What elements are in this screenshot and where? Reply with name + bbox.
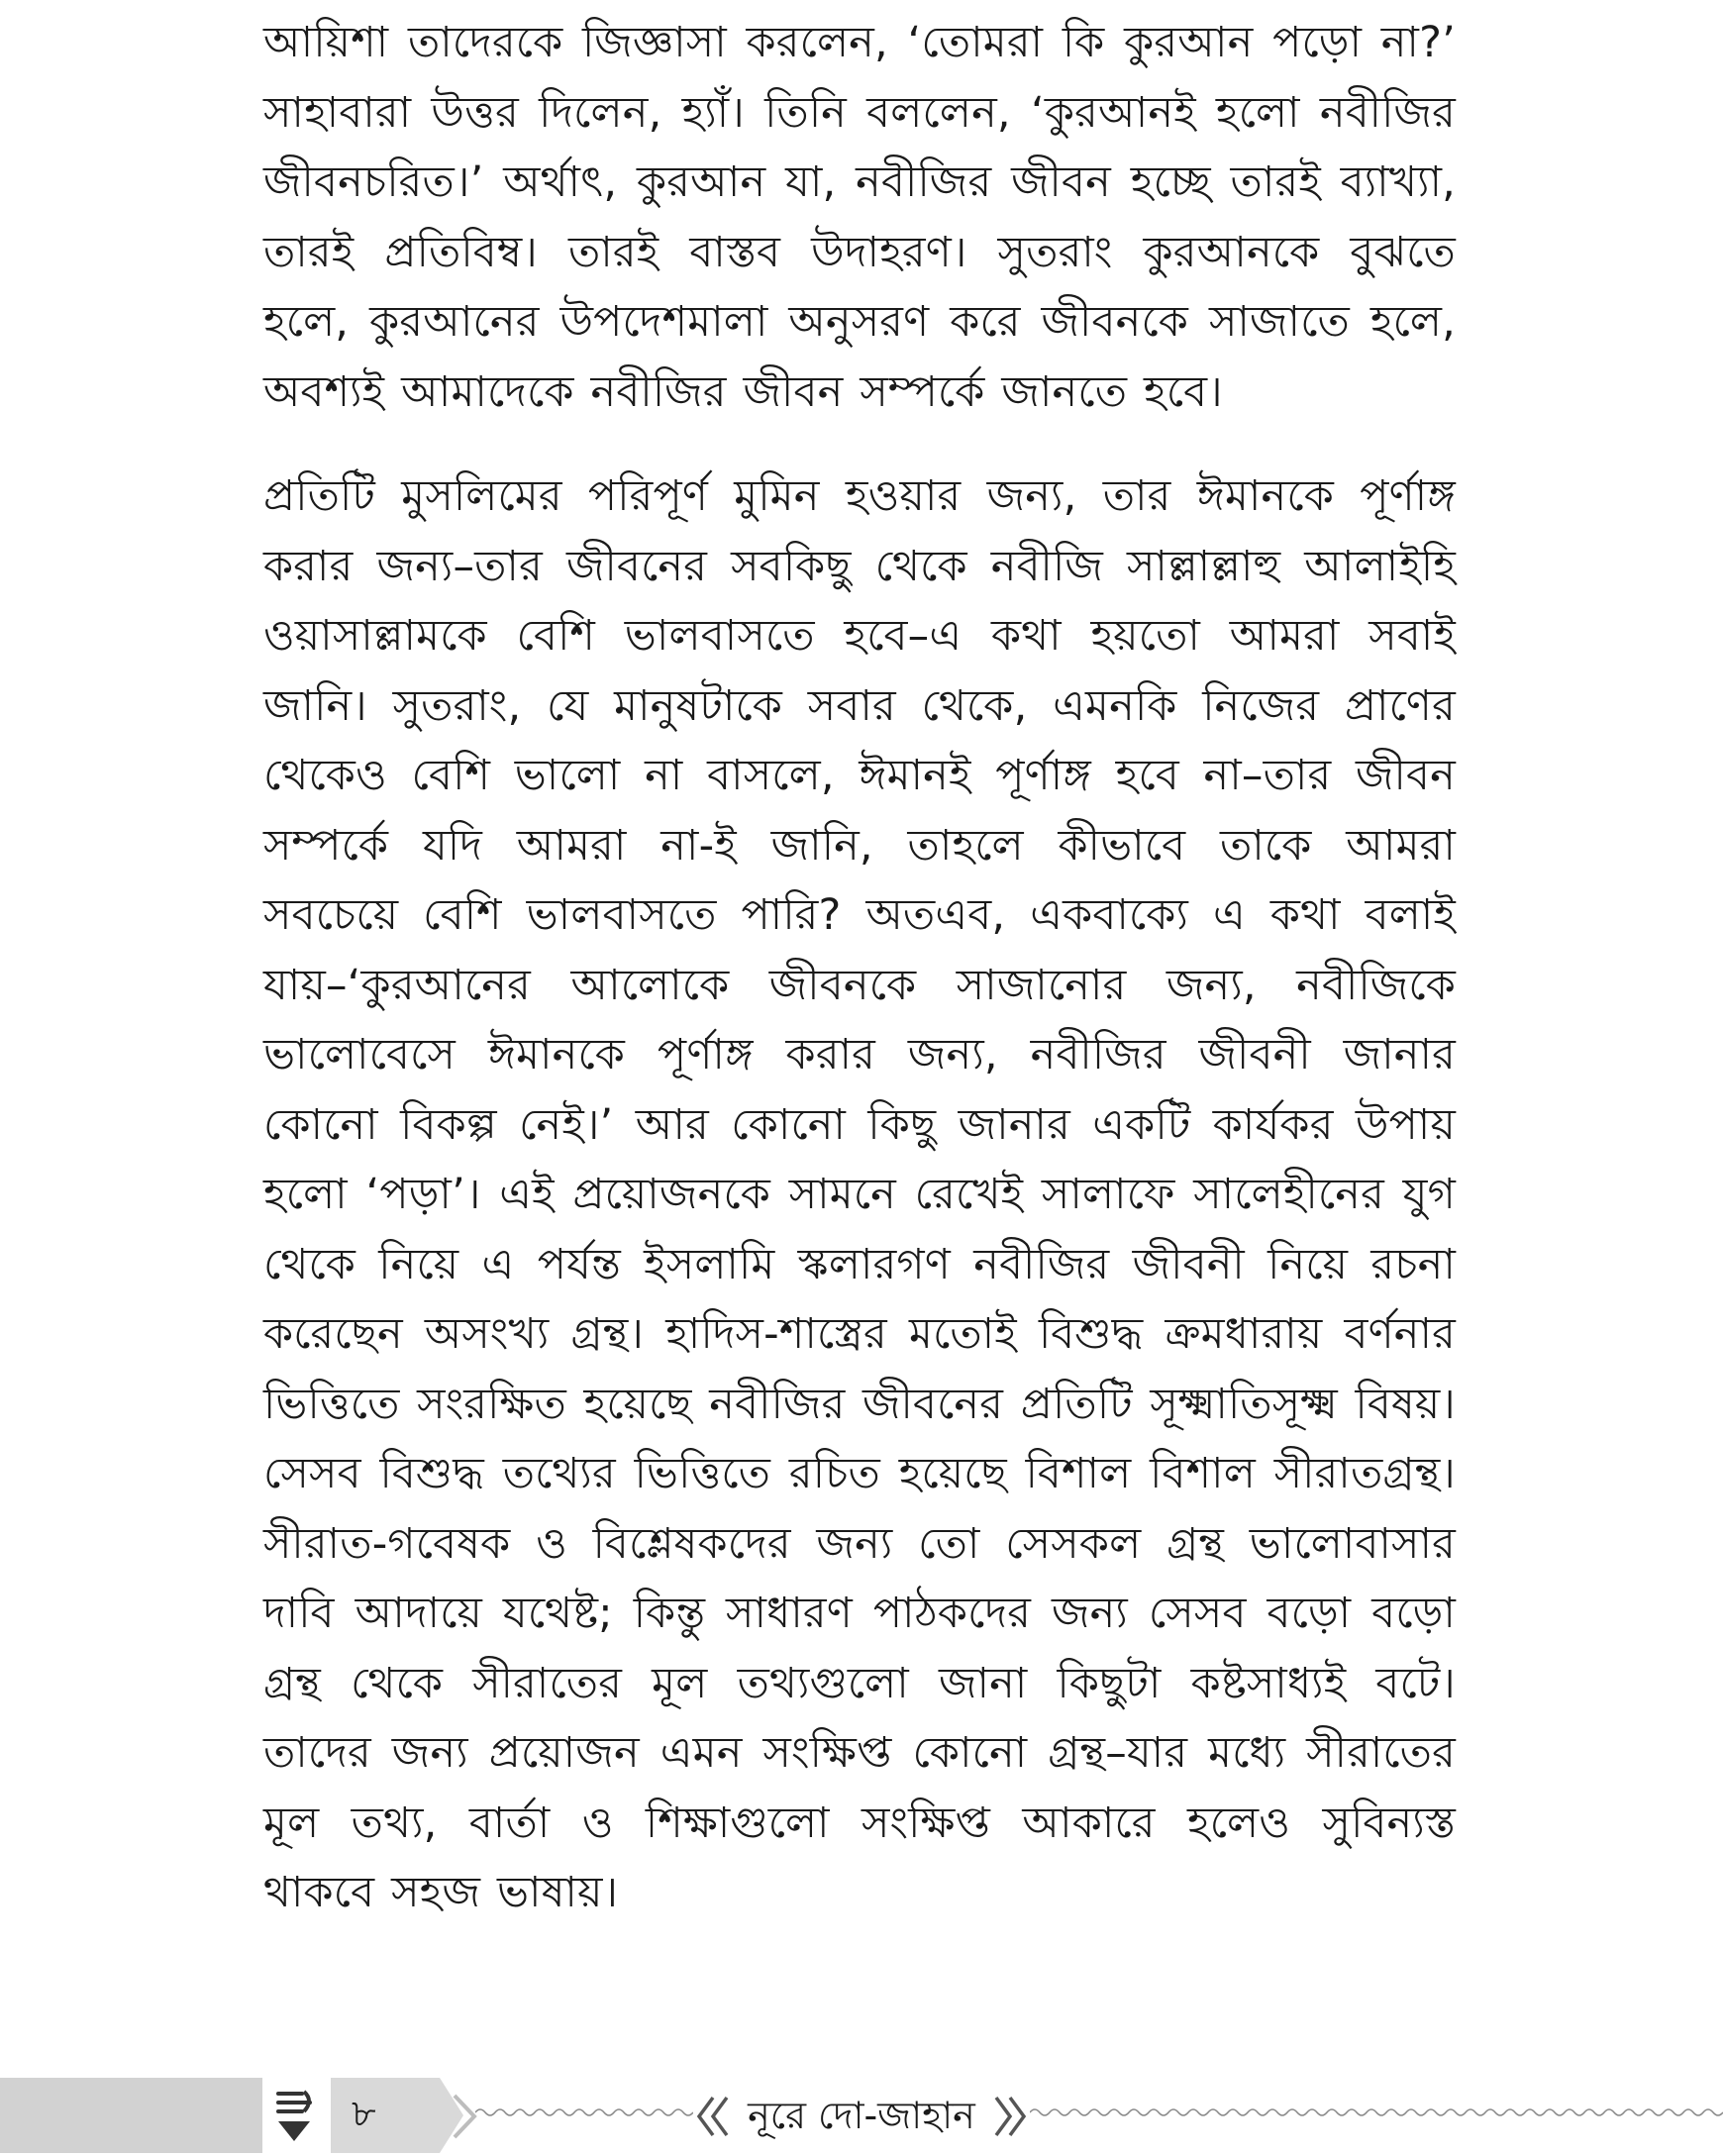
ornament-right-icon — [990, 2094, 1030, 2139]
page-body — [263, 8, 1456, 1928]
body-paragraph-1: আয়িশা তাদেরকে জিজ্ঞাসা করলেন, ‘তোমরা কি কুরআন পড়ো না?’ সাহাবারা উত্তর দিলেন, হ্যাঁ। তিনি বললেন, ‘কুরআনই হলো নবীজির জীবনচরিত।’ অর্থাৎ, কুরআন যা, নবীজির জীবন হচ্ছে তারই ব্যাখ্যা, তারই প্রতিবিম্ব। তারই বাস্তব উদাহরণ। সুতরাং কুরআনকে বুঝতে হলে, কুরআনের উপদেশমালা অনুসরণ করে জীবনকে সাজাতে হলে, অবশ্যই আমাদেকে নবীজির জীবন সম্পর্কে জানতে হবে। — [263, 18, 1456, 417]
menu-down-arrow-icon — [274, 2088, 316, 2145]
decorative-wave-line-right — [1030, 2103, 1723, 2122]
decorative-wave-line-left — [475, 2103, 693, 2122]
page-number: ৮ — [352, 2092, 376, 2135]
page-footer — [0, 2078, 1723, 2153]
body-paragraph-2: প্রতিটি মুসলিমের পরিপূর্ণ মুমিন হওয়ার জন্য, তার ঈমানকে পূর্ণাঙ্গ করার জন্য–তার জীবনের সবকিছু থেকে নবীজি সাল্লাল্লাহু আলাইহি ওয়াসাল্লামকে বেশি ভালবাসতে হবে–এ কথা হয়তো আমরা সবাই জানি। সুতরাং, যে মানুষটাকে সবার থেকে, এমনকি নিজের প্রাণের থেকেও বেশি ভালো না বাসলে, ঈমানই পূর্ণাঙ্গ হবে না–তার জীবন সম্পর্কে যদি আমরা না-ই জানি, তাহলে কীভাবে তাকে আমরা সবচেয়ে বেশি ভালবাসতে পারি? অতএব, একবাক্যে এ কথা বলাই যায়–‘কুরআনের আলোকে জীবনকে সাজানোর জন্য, নবীজিকে ভালোবেসে ঈমানকে পূর্ণাঙ্গ করার জন্য, নবীজির জীবনী জানার কোনো বিকল্প নেই।’ আর কোনো কিছু জানার একটি কার্যকর উপায় হলো ‘পড়া’। এই প্রয়োজনকে সামনে রেখেই সালাফে সালেহীনের যুগ থেকে নিয়ে এ পর্যন্ত ইসলামি স্কলারগণ নবীজির জীবনী নিয়ে রচনা করেছেন অসংখ্য গ্রন্থ। হাদিস-শাস্ত্রের মতোই বিশুদ্ধ ক্রমধারায় বর্ণনার ভিত্তিতে সংরক্ষিত হয়েছে নবীজির জীবনের প্রতিটি সূক্ষ্মাতিসূক্ষ্ম বিষয়। সেসব বিশুদ্ধ তথ্যের ভিত্তিতে রচিত হয়েছে বিশাল বিশাল সীরাতগ্রন্থ। সীরাত-গবেষক ও বিশ্লেষকদের জন্য তো সেসকল গ্রন্থ ভালোবাসার দাবি আদায়ে যথেষ্ট; কিন্তু সাধারণ পাঠকদের জন্য সেসব বড়ো বড়ো গ্রন্থ থেকে সীরাতের মূল তথ্যগুলো জানা কিছুটা কষ্টসাধ্যই বটে। তাদের জন্য প্রয়োজন এমন সংক্ষিপ্ত কোনো গ্রন্থ–যার মধ্যে সীরাতের মূল তথ্য, বার্তা ও শিক্ষাগুলো সংক্ষিপ্ত আকারে হলেও সুবিন্যস্ত থাকবে সহজ ভাষায়। — [263, 471, 1456, 1917]
book-title-block — [693, 2084, 1030, 2147]
book-title: নূরে দো-জাহান — [748, 2094, 975, 2137]
footer-band — [0, 2078, 262, 2153]
ornament-left-icon — [693, 2094, 733, 2139]
